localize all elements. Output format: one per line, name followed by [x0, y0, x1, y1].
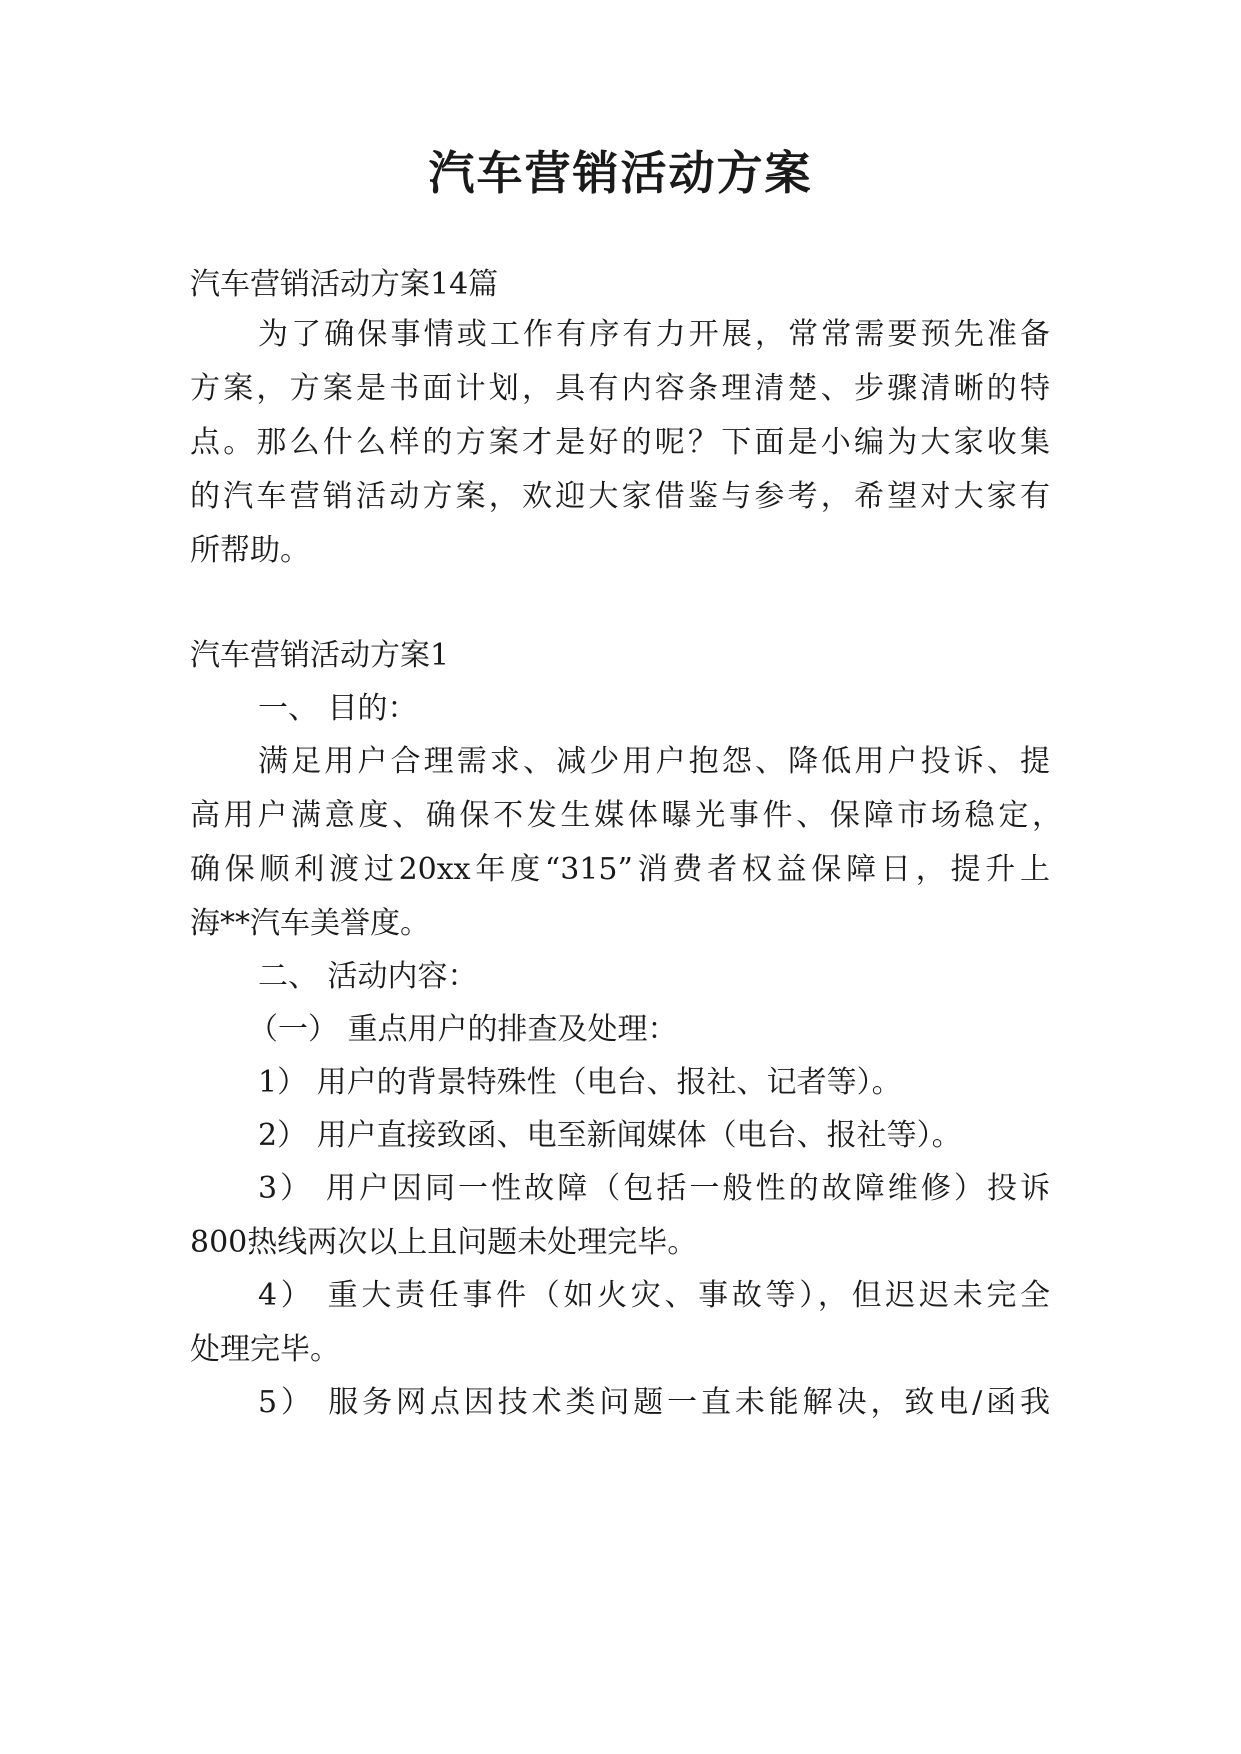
intro-line-2: 方案，方案是书面计划，具有内容条理清楚、步骤清晰的特 [190, 371, 1050, 406]
list-item-3: 3） 用户因同一性故障（包括一般性的故障维修）投诉 [258, 1171, 1050, 1206]
list-item-3-cont: 800热线两次以上且问题未处理完毕。 [190, 1225, 698, 1260]
list-item-5: 5） 服务网点因技术类问题一直未能解决，致电/函我 [258, 1385, 1050, 1420]
purpose-line-4: 海**汽车美誉度。 [190, 906, 430, 941]
intro-line-1: 为了确保事情或工作有序有力开展，常常需要预先准备 [258, 317, 1050, 352]
purpose-line-1: 满足用户合理需求、减少用户抱怨、降低用户投诉、提 [258, 744, 1050, 779]
intro-line-5: 所帮助。 [190, 533, 310, 568]
content-heading: 二、 活动内容： [258, 959, 478, 994]
purpose-line-3: 确保顺利渡过20xx年度“315”消费者权益保障日，提升上 [190, 852, 1050, 887]
purpose-line-2: 高用户满意度、确保不发生媒体曝光事件、保障市场稳定， [190, 798, 1062, 833]
intro-line-4: 的汽车营销活动方案，欢迎大家借鉴与参考，希望对大家有 [190, 479, 1050, 514]
list-item-2: 2） 用户直接致函、电至新闻媒体（电台、报社等）。 [258, 1118, 962, 1153]
document-subtitle: 汽车营销活动方案14篇 [190, 267, 499, 302]
intro-line-3: 点。那么什么样的方案才是好的呢？下面是小编为大家收集 [190, 425, 1050, 460]
section1-heading: 汽车营销活动方案1 [190, 638, 450, 673]
sub-heading: （一） 重点用户的排查及处理： [248, 1012, 678, 1047]
list-item-4-cont: 处理完毕。 [190, 1332, 340, 1367]
list-item-4: 4） 重大责任事件（如火灾、事故等），但迟迟未完全 [258, 1278, 1050, 1313]
list-item-1: 1） 用户的背景特殊性（电台、报社、记者等）。 [258, 1065, 902, 1100]
document-title: 汽车营销活动方案 [428, 146, 813, 200]
purpose-heading: 一、 目的： [258, 691, 418, 726]
